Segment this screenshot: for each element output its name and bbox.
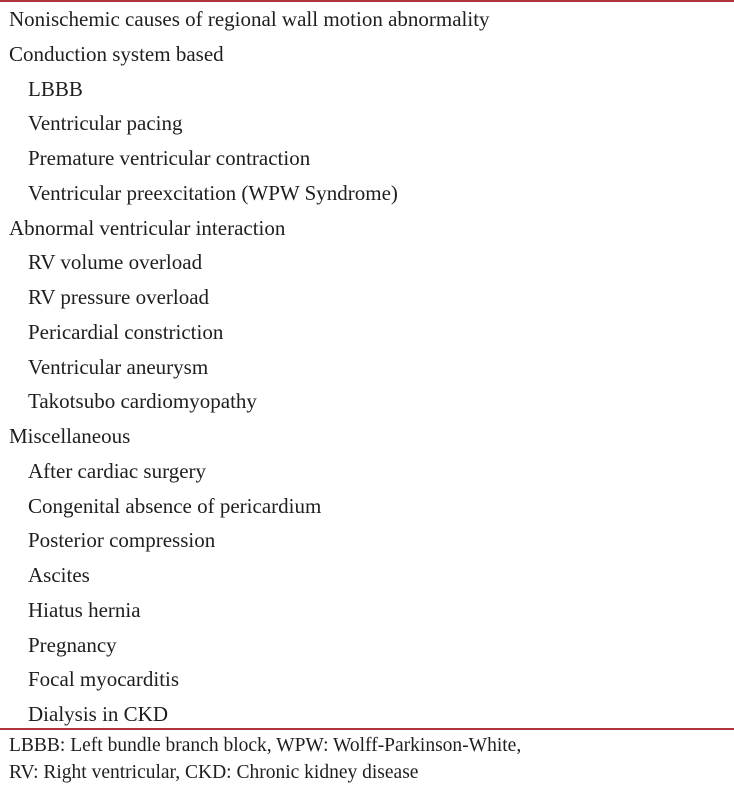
- item-row: Ventricular aneurysm: [28, 354, 209, 379]
- category-row: Abnormal ventricular interaction: [9, 215, 286, 240]
- table-body: [0, 2, 734, 732]
- category-row: Conduction system based: [9, 41, 224, 66]
- item-row: Dialysis in CKD: [28, 702, 169, 726]
- item-row: LBBB: [28, 76, 83, 101]
- item-row: RV pressure overload: [28, 285, 210, 309]
- item-row: Congenital absence of pericardium: [28, 493, 322, 518]
- category-row: Miscellaneous: [9, 424, 131, 448]
- item-row: Focal myocarditis: [28, 667, 180, 692]
- item-row: Pericardial constriction: [28, 319, 224, 344]
- item-row: Hiatus hernia: [28, 597, 141, 622]
- item-row: Posterior compression: [28, 528, 216, 553]
- table-bottom-rule: [0, 728, 734, 730]
- footnote-line: LBBB: Left bundle branch block, WPW: Wolff-Parkinson-White,: [9, 735, 522, 756]
- item-row: Premature ventricular contraction: [28, 146, 311, 170]
- item-row: Ascites: [28, 563, 90, 587]
- footnote-line: RV: Right ventricular, CKD: Chronic kidney disease: [9, 762, 419, 783]
- table-header-row: Nonischemic causes of regional wall motion abnormality: [9, 7, 490, 31]
- item-row: RV volume overload: [28, 250, 203, 275]
- item-row: Ventricular pacing: [28, 111, 183, 136]
- item-row: After cardiac surgery: [28, 458, 207, 483]
- item-row: Takotsubo cardiomyopathy: [28, 389, 257, 414]
- item-row: Pregnancy: [28, 632, 117, 657]
- item-row: Ventricular preexcitation (WPW Syndrome): [28, 180, 398, 205]
- table-footnote: [9, 732, 521, 786]
